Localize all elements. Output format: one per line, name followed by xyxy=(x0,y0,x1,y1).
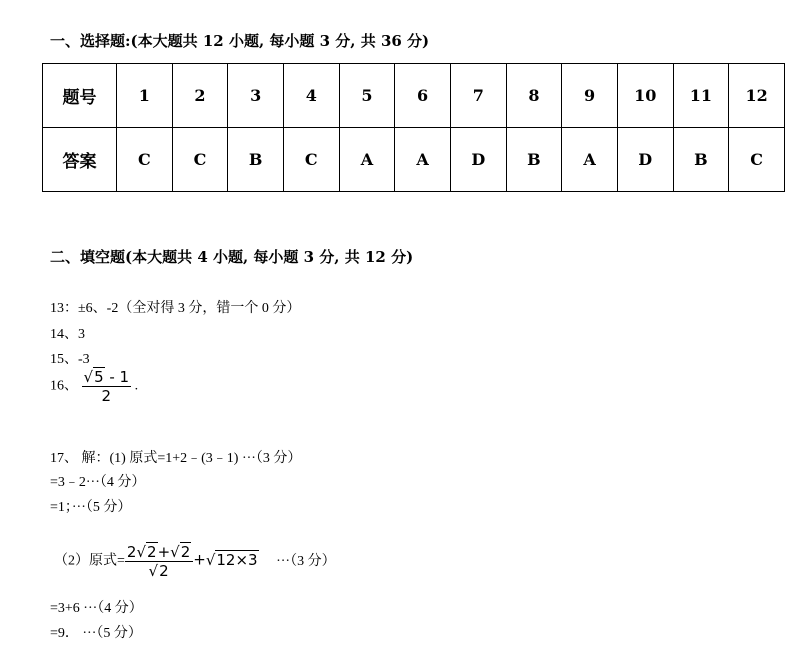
answer-cell: B xyxy=(673,128,729,192)
sqrt-sign: √5 xyxy=(83,368,104,386)
sqrt-radicand: 2 xyxy=(147,543,157,561)
section2-title: 二、填空题(本大题共 4 小题, 每小题 3 分, 共 12 分) xyxy=(50,248,414,266)
answer-14: 14、3 xyxy=(50,327,85,342)
plus-sign: + xyxy=(193,550,206,569)
sqrt-sign: √2 xyxy=(170,543,191,561)
answer-cell: C xyxy=(283,128,339,192)
question-number: 7 xyxy=(450,64,506,128)
section1-title: 一、选择题:(本大题共 12 小题, 每小题 3 分, 共 36 分) xyxy=(50,32,430,50)
row-header-number: 题号 xyxy=(43,64,117,128)
question-number: 3 xyxy=(228,64,284,128)
answer-15: 15、-3 xyxy=(50,352,90,367)
solution-17-part2 xyxy=(54,543,336,580)
answer-cell: C xyxy=(172,128,228,192)
answer-cell: A xyxy=(395,128,451,192)
fraction-denominator: 2 xyxy=(101,387,112,405)
question-number: 4 xyxy=(283,64,339,128)
answer-16-end: . xyxy=(134,378,139,394)
answer-cell: C xyxy=(117,128,173,192)
question-number: 12 xyxy=(729,64,785,128)
question-number: 6 xyxy=(395,64,451,128)
question-number: 10 xyxy=(617,64,673,128)
sqrt-radicand: 12×3 xyxy=(216,550,258,569)
table-row xyxy=(43,128,785,192)
answer-cell: D xyxy=(450,128,506,192)
numerator-rest: - 1 xyxy=(104,368,130,386)
answer-cell: B xyxy=(228,128,284,192)
part2-label: （2）原式= xyxy=(54,553,125,569)
solution-17-line3: =1；···（5 分） xyxy=(50,500,132,515)
solution-17-part2-line2: =3+6 ···（4 分） xyxy=(50,601,143,616)
row-header-answer: 答案 xyxy=(43,128,117,192)
sqrt-sign: √2 xyxy=(148,562,169,580)
answer-cell: D xyxy=(617,128,673,192)
sqrt-sign: √2 xyxy=(136,543,157,561)
table-row xyxy=(43,64,785,128)
plus-sign: + xyxy=(157,543,171,561)
answer-cell: B xyxy=(506,128,562,192)
question-number: 5 xyxy=(339,64,395,128)
fraction-denominator xyxy=(125,562,193,580)
answer-cell: A xyxy=(339,128,395,192)
part2-fraction xyxy=(125,543,193,580)
answer-cell: C xyxy=(729,128,785,192)
coefficient: 2 xyxy=(126,543,137,561)
solution-17-line2: =3﹣2···（4 分） xyxy=(50,475,146,490)
solution-17-part2-line3: =9． ···（5 分） xyxy=(50,626,142,641)
solution-17-line1: 17、 解：(1) 原式=1+2﹣(3﹣1) ···（3 分） xyxy=(50,451,302,466)
sqrt-sign: √12×3 xyxy=(205,550,258,569)
question-number: 9 xyxy=(562,64,618,128)
fraction-numerator xyxy=(125,543,193,562)
answer-16-label: 16、 xyxy=(50,378,78,394)
sqrt-radicand: 2 xyxy=(180,543,191,561)
sqrt-radicand: 2 xyxy=(159,562,169,580)
question-number: 1 xyxy=(117,64,173,128)
part2-score: ···（3 分） xyxy=(276,553,336,569)
answer-16-fraction xyxy=(82,368,132,405)
answer-table xyxy=(42,63,785,192)
question-number: 11 xyxy=(673,64,729,128)
answer-13: 13：±6、-2（全对得 3 分，错一个 0 分） xyxy=(50,301,301,316)
answer-cell: A xyxy=(562,128,618,192)
question-number: 8 xyxy=(506,64,562,128)
sqrt-radicand: 5 xyxy=(94,368,104,386)
fraction-numerator xyxy=(82,368,132,387)
answer-16 xyxy=(50,368,138,405)
question-number: 2 xyxy=(172,64,228,128)
